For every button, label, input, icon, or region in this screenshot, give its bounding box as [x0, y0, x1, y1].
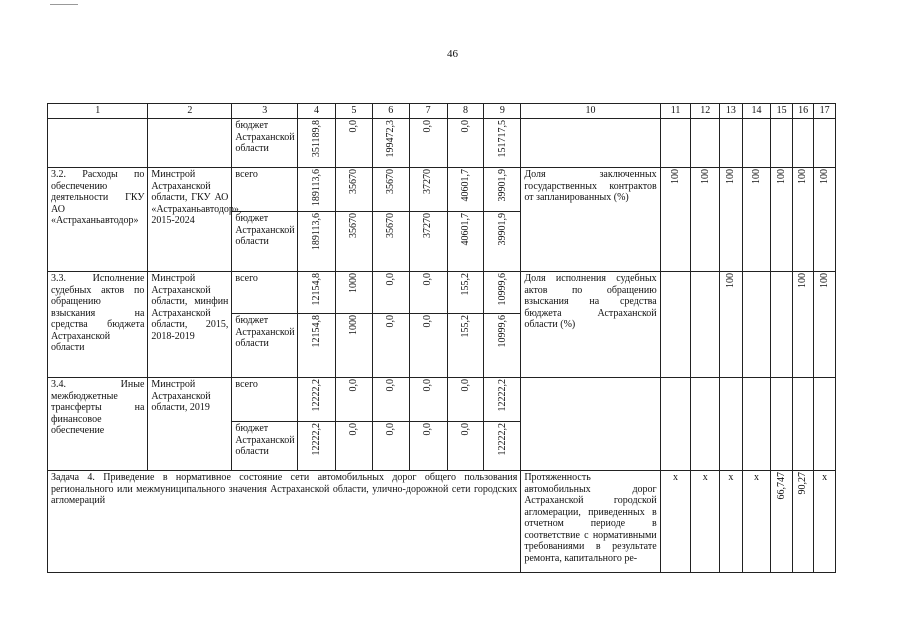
value-text: 0,0	[422, 423, 434, 436]
value-text: 12154,8	[310, 315, 322, 348]
value-cell	[484, 272, 521, 314]
value-cell	[298, 378, 336, 422]
table-row	[48, 272, 836, 314]
value-cell	[335, 314, 372, 378]
value-cell	[335, 272, 372, 314]
header-cell: 10	[521, 104, 660, 119]
target-text: 100	[669, 169, 681, 184]
value-text: 37270	[422, 213, 434, 238]
value-text: 35670	[348, 169, 360, 194]
value-cell	[447, 378, 484, 422]
value-text: 0,0	[348, 423, 360, 436]
header-row	[48, 104, 836, 119]
target-text: 100	[818, 273, 830, 288]
value-text: 1000	[348, 315, 360, 335]
executor: Минстрой Астраханской области, минфин Астраханской области, 2015, 2018-2019	[148, 272, 232, 378]
value-text: 39901,9	[496, 213, 508, 246]
value-cell	[409, 212, 447, 272]
value-cell	[335, 378, 372, 422]
value-text: 35670	[384, 213, 396, 238]
target-cell: x	[814, 471, 836, 573]
value-cell	[484, 422, 521, 471]
target-text: 90,27	[797, 472, 809, 495]
value-cell	[372, 168, 409, 212]
target-text: 100	[750, 169, 762, 184]
value-cell	[447, 168, 484, 212]
funding-source: бюджет Астраханской области	[232, 212, 298, 272]
target-cell	[691, 168, 720, 272]
value-cell	[298, 272, 336, 314]
cell-empty	[720, 119, 743, 168]
header-cell: 2	[148, 104, 232, 119]
cell-empty	[660, 378, 691, 471]
value-text: 35670	[348, 213, 360, 238]
cell-empty	[771, 272, 793, 378]
value-cell	[409, 119, 447, 168]
target-cell	[814, 168, 836, 272]
target-text: 100	[699, 169, 711, 184]
header-cell: 15	[771, 104, 793, 119]
value-cell	[335, 119, 372, 168]
target-cell: x	[691, 471, 720, 573]
value-text: 155,2	[459, 273, 471, 296]
value-text: 0,0	[422, 379, 434, 392]
header-cell: 17	[814, 104, 836, 119]
value-cell	[484, 314, 521, 378]
target-cell	[792, 272, 814, 378]
header-cell: 7	[409, 104, 447, 119]
cell-empty	[660, 119, 691, 168]
value-text: 12222,2	[310, 379, 322, 412]
value-cell	[372, 422, 409, 471]
value-cell	[409, 168, 447, 212]
value-text: 0,0	[422, 315, 434, 328]
target-cell: x	[660, 471, 691, 573]
table-row	[48, 119, 836, 168]
value-text: 35670	[384, 169, 396, 194]
target-cell: x	[720, 471, 743, 573]
value-text: 351189,8	[310, 120, 322, 158]
value-text: 0,0	[384, 423, 396, 436]
value-cell	[372, 314, 409, 378]
value-text: 0,0	[422, 273, 434, 286]
value-cell	[409, 272, 447, 314]
value-text: 12154,8	[310, 273, 322, 306]
header-cell: 11	[660, 104, 691, 119]
target-cell	[742, 168, 771, 272]
table-row	[48, 378, 836, 422]
header-cell: 9	[484, 104, 521, 119]
cell-empty	[771, 119, 793, 168]
header-cell: 13	[720, 104, 743, 119]
target-text: 100	[818, 169, 830, 184]
header-cell: 4	[298, 104, 336, 119]
funding-source: всего	[232, 168, 298, 212]
value-cell	[447, 272, 484, 314]
target-cell	[814, 272, 836, 378]
table-row	[48, 168, 836, 212]
funding-source: бюджет Астраханской области	[232, 314, 298, 378]
target-text: 100	[725, 273, 737, 288]
value-cell	[335, 168, 372, 212]
target-text: 66,747	[775, 472, 787, 500]
value-cell	[298, 168, 336, 212]
value-cell	[484, 119, 521, 168]
value-cell	[372, 119, 409, 168]
value-text: 1000	[348, 273, 360, 293]
cell-empty	[814, 119, 836, 168]
value-cell	[409, 378, 447, 422]
value-text: 12222,2	[496, 379, 508, 412]
cell-empty	[792, 378, 814, 471]
value-cell	[447, 212, 484, 272]
value-text: 40601,7	[459, 169, 471, 202]
value-cell	[409, 422, 447, 471]
target-text: 100	[725, 169, 737, 184]
cell-empty	[691, 272, 720, 378]
cell-empty	[742, 119, 771, 168]
value-text: 0,0	[348, 379, 360, 392]
cell-empty	[521, 378, 660, 471]
header-cell: 5	[335, 104, 372, 119]
value-text: 10999,6	[496, 315, 508, 348]
executor: Минстрой Астраханской области, ГКУ АО «Астраханьавтодор», 2015-2024	[148, 168, 232, 272]
value-text: 12222,2	[496, 423, 508, 456]
cell-empty	[742, 378, 771, 471]
target-text: 100	[797, 273, 809, 288]
value-cell	[372, 378, 409, 422]
value-cell	[298, 212, 336, 272]
header-cell: 6	[372, 104, 409, 119]
target-cell	[792, 168, 814, 272]
value-text: 10999,6	[496, 273, 508, 306]
target-cell	[720, 168, 743, 272]
indicator: Протяженность автомобильных дорог Астраханской городской агломерации, приведенных в отчетном периоде в соответствие с нормативными требованиями в результате ремонта, капитального ре-	[521, 471, 660, 573]
value-cell	[335, 422, 372, 471]
value-cell	[372, 212, 409, 272]
funding-source: всего	[232, 272, 298, 314]
value-text: 0,0	[384, 379, 396, 392]
cell-empty	[521, 119, 660, 168]
table-row	[48, 471, 836, 573]
value-cell	[447, 422, 484, 471]
value-text: 0,0	[459, 120, 471, 133]
target-cell	[771, 471, 793, 573]
value-cell	[484, 212, 521, 272]
measure-name: 3.4. Иные межбюджетные трансферты на финансовое обеспечение	[48, 378, 148, 471]
value-text: 0,0	[384, 315, 396, 328]
value-text: 0,0	[459, 423, 471, 436]
target-text: 100	[775, 169, 787, 184]
header-cell: 3	[232, 104, 298, 119]
cell-empty	[660, 272, 691, 378]
cell-empty	[814, 378, 836, 471]
value-cell	[298, 119, 336, 168]
funding-source: бюджет Астраханской области	[232, 422, 298, 471]
target-text: 100	[797, 169, 809, 184]
value-cell	[409, 314, 447, 378]
value-cell	[447, 119, 484, 168]
header-cell: 8	[447, 104, 484, 119]
header-cell: 1	[48, 104, 148, 119]
value-text: 0,0	[422, 120, 434, 133]
cell-empty	[792, 119, 814, 168]
value-text: 0,0	[384, 273, 396, 286]
target-cell	[792, 471, 814, 573]
value-cell	[298, 422, 336, 471]
value-cell	[298, 314, 336, 378]
cell-empty	[691, 119, 720, 168]
value-cell	[335, 212, 372, 272]
value-text: 199472,3	[384, 120, 396, 158]
value-cell	[447, 314, 484, 378]
corner-mark	[50, 4, 78, 5]
target-cell: x	[742, 471, 771, 573]
header-cell: 16	[792, 104, 814, 119]
task-description: Задача 4. Приведение в нормативное состояние сети автомобильных дорог общего пользования регионального или межмуниципального значения Астраханской области, улично-дорожной сети городских агломераций	[48, 471, 521, 573]
cell-empty	[720, 378, 743, 471]
value-cell	[484, 378, 521, 422]
indicator: Доля заключенных государственных контрактов от запланированных (%)	[521, 168, 660, 272]
value-text: 0,0	[459, 379, 471, 392]
executor: Минстрой Астраханской области, 2019	[148, 378, 232, 471]
cell-empty	[48, 119, 148, 168]
value-text: 37270	[422, 169, 434, 194]
target-cell	[771, 168, 793, 272]
funding-source: всего	[232, 378, 298, 422]
value-text: 40601,7	[459, 213, 471, 246]
value-text: 0,0	[348, 120, 360, 133]
cell-empty	[691, 378, 720, 471]
indicator: Доля исполнения судебных актов по обращению взыскания на средства бюджета Астраханской области (%)	[521, 272, 660, 378]
page-number: 46	[447, 48, 458, 60]
cell-empty	[742, 272, 771, 378]
header-cell: 12	[691, 104, 720, 119]
cell-empty	[148, 119, 232, 168]
cell-empty	[771, 378, 793, 471]
value-text: 39901,9	[496, 169, 508, 202]
header-cell: 14	[742, 104, 771, 119]
value-text: 189113,6	[310, 169, 322, 207]
value-text: 151717,5	[496, 120, 508, 158]
measure-name: 3.3. Исполнение судебных актов по обращению взыскания на средства бюджета Астраханской области	[48, 272, 148, 378]
value-cell	[484, 168, 521, 212]
funding-source: бюджет Астраханской области	[232, 119, 298, 168]
measure-name: 3.2. Расходы по обеспечению деятельности ГКУ АО «Астраханьавтодор»	[48, 168, 148, 272]
value-text: 189113,6	[310, 213, 322, 251]
value-cell	[372, 272, 409, 314]
program-table	[47, 103, 836, 573]
target-cell	[660, 168, 691, 272]
value-text: 12222,2	[310, 423, 322, 456]
target-cell	[720, 272, 743, 378]
value-text: 155,2	[459, 315, 471, 338]
